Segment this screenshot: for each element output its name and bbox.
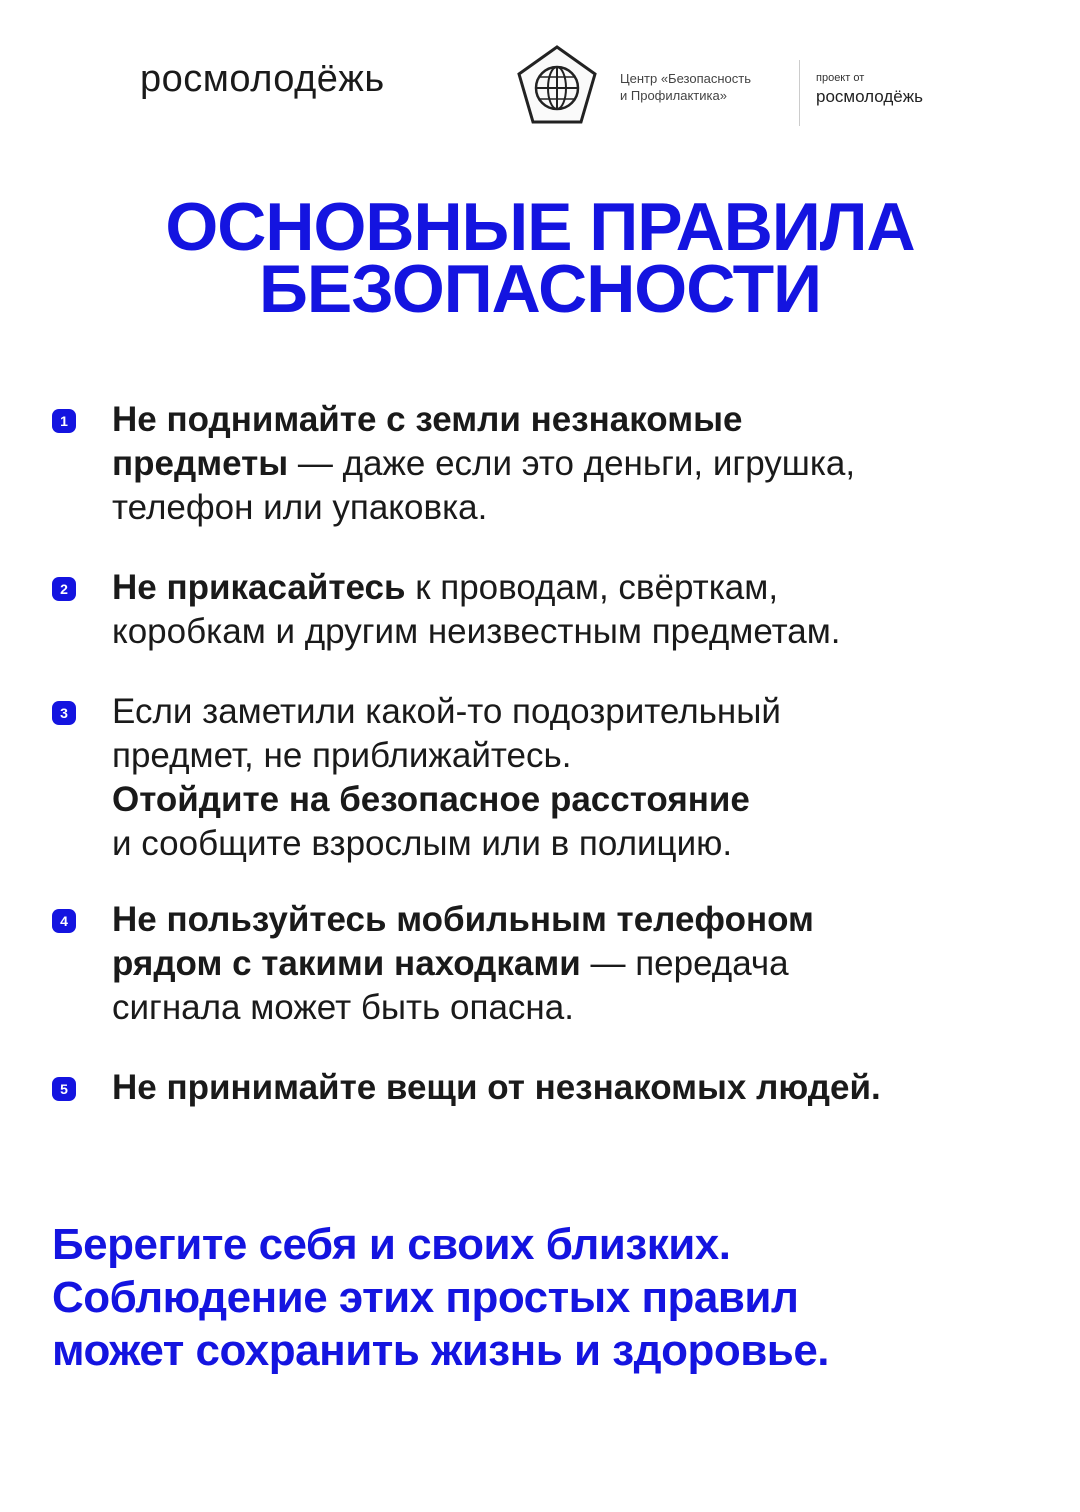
rule-text-line — [112, 898, 814, 942]
rule-text-line — [112, 398, 855, 442]
rule-text-bold: предметы — [112, 444, 289, 483]
rule-number-badge: 1 — [52, 409, 76, 433]
footer-message — [52, 1218, 829, 1377]
rule-text-line — [112, 986, 814, 1030]
rule-text — [112, 690, 781, 866]
rule-number-badge: 2 — [52, 577, 76, 601]
project-brand: росмолодёжь — [816, 87, 923, 106]
brand-logo: росмолодёжь — [140, 58, 385, 100]
center-name-line1: Центр «Безопасность — [620, 71, 751, 86]
rule-number-badge: 5 — [52, 1077, 76, 1101]
rule-text-bold: Не поднимайте с земли незнакомые — [112, 400, 743, 439]
rule-text-line — [112, 734, 781, 778]
rule-text-bold: Не принимайте вещи от незнакомых людей. — [112, 1068, 881, 1107]
footer-line2: Соблюдение этих простых правил — [52, 1273, 799, 1322]
rule-text — [112, 566, 841, 654]
rule-text-bold: Отойдите на безопасное расстояние — [112, 780, 750, 819]
rule-text-regular: сигнала может быть опасна. — [112, 988, 574, 1027]
title-line2: БЕЗОПАСНОСТИ — [258, 251, 822, 327]
project-label: проект от — [816, 72, 865, 84]
rule-text-line — [112, 442, 855, 486]
rule-text-regular: телефон или упаковка. — [112, 488, 488, 527]
center-name-line2: и Профилактика» — [620, 88, 727, 103]
rule-text-regular: — даже если это деньги, игрушка, — [288, 444, 856, 483]
rule-text-line — [112, 822, 781, 866]
rule-text — [112, 1066, 881, 1110]
rule-number-badge: 3 — [52, 701, 76, 725]
rule-text-regular: Если заметили какой-то подозрительный — [112, 692, 781, 731]
title-line1: ОСНОВНЫЕ ПРАВИЛА — [165, 189, 915, 265]
rule-text-line — [112, 942, 814, 986]
rule-text-bold: Не прикасайтесь — [112, 568, 406, 607]
footer-line3: может сохранить жизнь и здоровье. — [52, 1326, 830, 1375]
rule-text — [112, 898, 814, 1030]
rule-text-regular: и сообщите взрослым или в полицию. — [112, 824, 733, 863]
rule-text — [112, 398, 855, 530]
rule-text-line — [112, 486, 855, 530]
rule-text-bold: рядом с такими находками — [112, 944, 581, 983]
rule-text-regular: коробкам и другим неизвестным предметам. — [112, 612, 841, 651]
rule-text-line — [112, 610, 841, 654]
rule-text-regular: предмет, не приближайтесь. — [112, 736, 572, 775]
rule-text-line — [112, 690, 781, 734]
pentagon-globe-emblem-icon — [516, 44, 598, 126]
rule-text-line — [112, 778, 781, 822]
rule-text-regular: — передача — [580, 944, 789, 983]
page-title — [0, 189, 1080, 327]
footer-line1: Берегите себя и своих близких. — [52, 1220, 731, 1269]
center-name — [620, 70, 751, 104]
rule-text-line — [112, 566, 841, 610]
rule-number-badge: 4 — [52, 909, 76, 933]
header-divider — [799, 60, 800, 126]
rule-text-bold: Не пользуйтесь мобильным телефоном — [112, 900, 814, 939]
rule-text-regular: к проводам, свёрткам, — [405, 568, 779, 607]
rule-text-line — [112, 1066, 881, 1110]
